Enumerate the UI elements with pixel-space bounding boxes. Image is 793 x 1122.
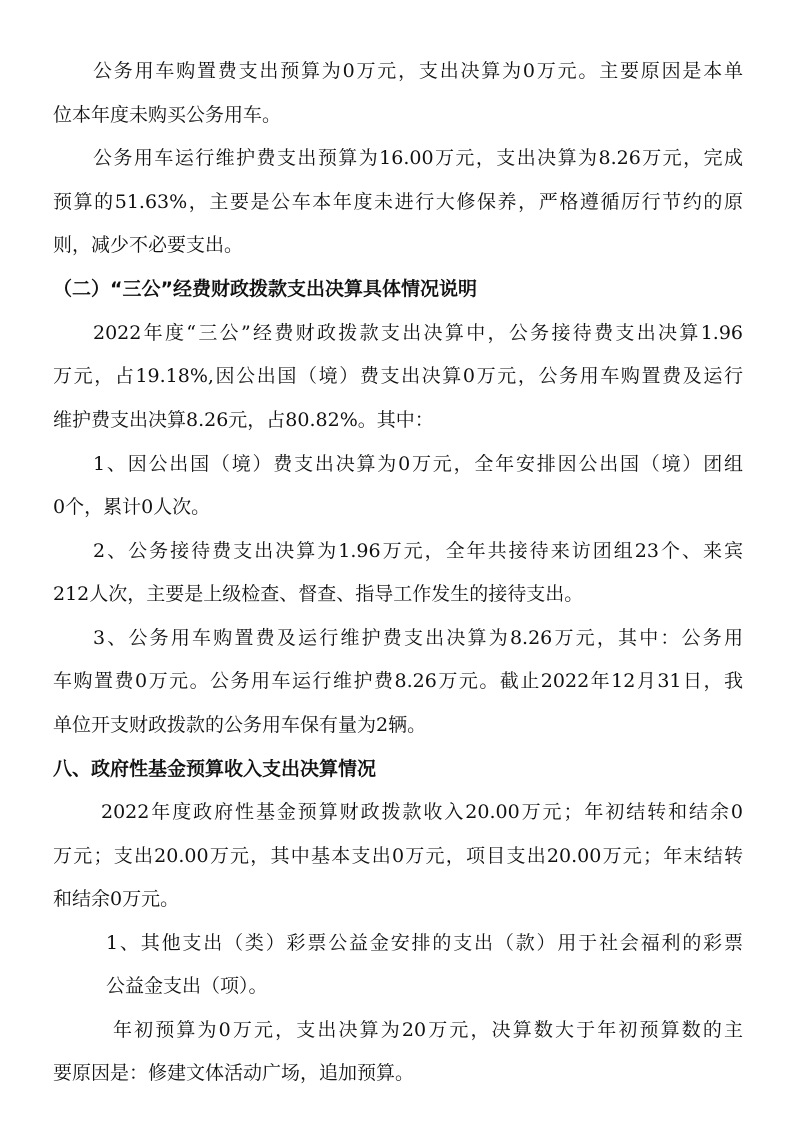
paragraph-vehicle-costs-line-1: 3、公务用车购置费及运行维护费支出决算为8.26万元，其中：公务用 [93,627,743,649]
paragraph-three-public-summary-line-3: 维护费支出决算8.26元，占80.82%。其中： [53,409,434,431]
paragraph-budget-reason-line-1: 年初预算为0万元，支出决算为20万元，决算数大于年初预算数的主 [113,1019,743,1041]
paragraph-lottery-fund-line-2: 公益金支出（项）。 [106,975,268,997]
paragraph-reception-line-2: 212人次，主要是上级检查、督查、指导工作发生的接待支出。 [53,583,584,605]
paragraph-vehicle-maintenance-line-2: 预算的51.63%，主要是公车本年度未进行大修保养，严格遵循厉行节约的原 [53,191,743,213]
section-heading-government-fund: 八、政府性基金预算收入支出决算情况 [53,758,377,780]
paragraph-three-public-summary-line-1: 2022年度“三公”经费财政拨款支出决算中，公务接待费支出决算1.96 [93,322,743,344]
paragraph-vehicle-purchase-line-2: 位本年度未购买公务用车。 [53,104,282,126]
paragraph-vehicle-costs-line-3: 单位开支财政拨款的公务用车保有量为2辆。 [53,714,427,736]
paragraph-government-fund-line-1: 2022年度政府性基金预算财政拨款收入20.00万元；年初结转和结余0 [101,801,743,823]
section-heading-three-public-detail: （二）“三公”经费财政拨款支出决算具体情况说明 [53,278,477,300]
paragraph-budget-reason-line-2: 要原因是：修建文体活动广场，追加预算。 [53,1062,415,1084]
paragraph-reception-line-1: 2、公务接待费支出决算为1.96万元，全年共接待来访团组23个、来宾 [93,540,743,562]
paragraph-three-public-summary-line-2: 万元，占19.18%,因公出国（境）费支出决算0万元，公务用车购置费及运行 [53,365,743,387]
paragraph-vehicle-maintenance-line-1: 公务用车运行维护费支出预算为16.00万元，支出决算为8.26万元，完成 [93,147,743,169]
paragraph-vehicle-costs-line-2: 车购置费0万元。公务用车运行维护费8.26万元。截止2022年12月31日，我 [53,670,743,692]
paragraph-government-fund-line-2: 万元；支出20.00万元，其中基本支出0万元，项目支出20.00万元；年末结转 [53,845,743,867]
paragraph-vehicle-maintenance-line-3: 则，减少不必要支出。 [53,234,244,256]
paragraph-government-fund-line-3: 和结余0万元。 [53,888,180,910]
paragraph-vehicle-purchase-line-1: 公务用车购置费支出预算为0万元，支出决算为0万元。主要原因是本单 [93,60,743,82]
paragraph-lottery-fund-line-1: 1、其他支出（类）彩票公益金安排的支出（款）用于社会福利的彩票 [106,932,743,954]
paragraph-overseas-travel-line-2: 0个，累计0人次。 [53,496,211,518]
paragraph-overseas-travel-line-1: 1、因公出国（境）费支出决算为0万元，全年安排因公出国（境）团组 [93,453,743,475]
